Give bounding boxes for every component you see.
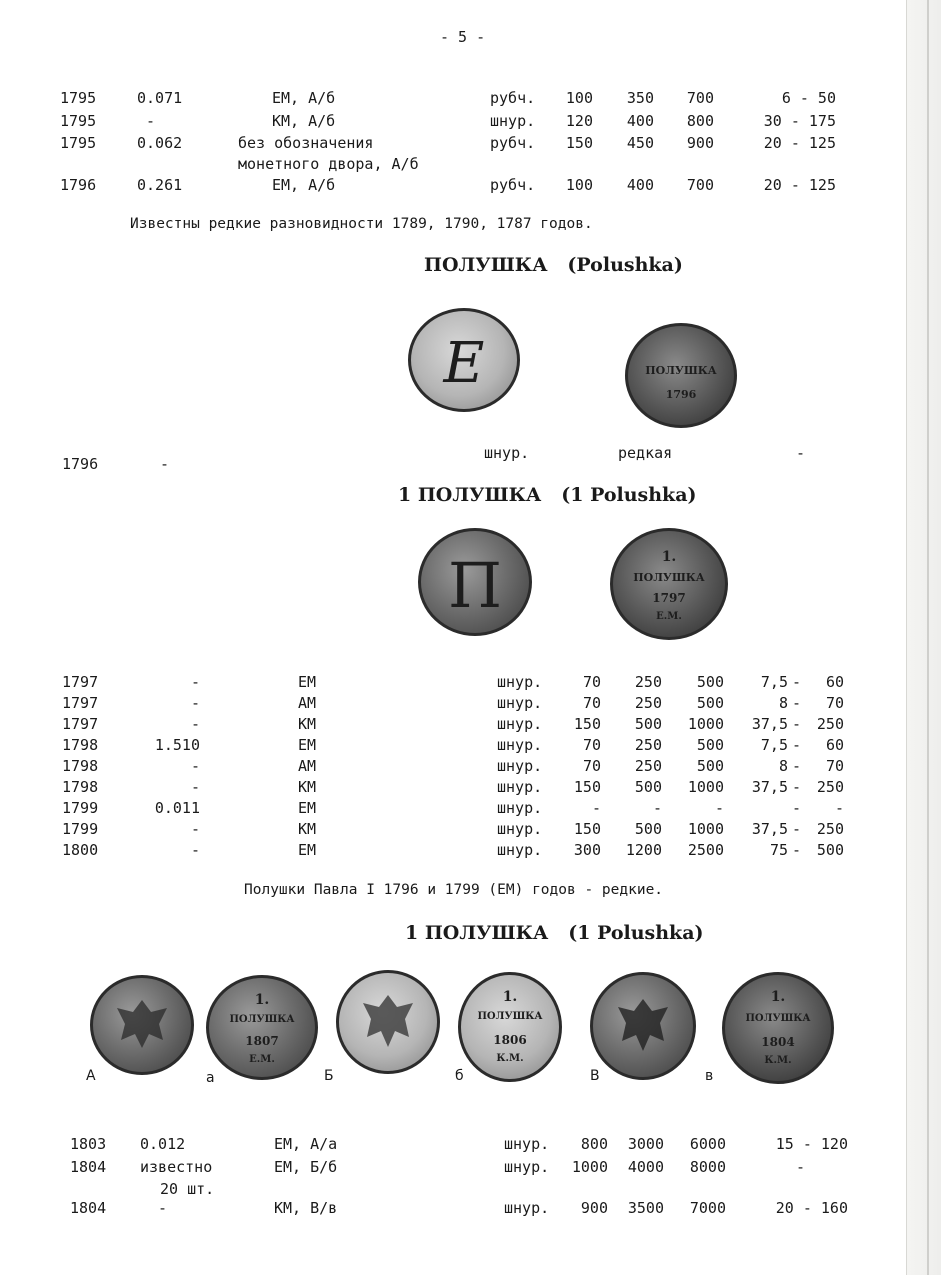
- cell-p2: 250: [634, 757, 662, 775]
- cell-p3: 1000: [687, 778, 724, 796]
- cell-mint: ЕМ: [298, 799, 317, 817]
- cell-year: 1800: [62, 841, 99, 859]
- coin-label-v: в: [705, 1068, 714, 1084]
- coin-obverse-paul-monogram: П: [418, 528, 532, 636]
- cell-year: 1797: [62, 673, 99, 691]
- cell-edge: шнур.: [497, 799, 543, 817]
- range-separator: -: [792, 694, 802, 712]
- cell-mint: ЕМ: [298, 736, 317, 754]
- cell-weight: -: [190, 757, 200, 775]
- cell-edge: шнур.: [497, 778, 543, 796]
- cell-p2: -: [652, 799, 662, 817]
- cell-p1: 70: [582, 736, 601, 754]
- cell-weight: -: [190, 673, 200, 691]
- cell-mint: КМ: [298, 820, 317, 838]
- cell-v2: 250: [816, 715, 844, 733]
- eagle-icon: [93, 978, 191, 1072]
- cell-p3: 1000: [687, 715, 724, 733]
- cell-v2: 70: [825, 694, 844, 712]
- cell-year: 1797: [62, 715, 99, 733]
- section-title-polushka: ПОЛУШКА (Polushka): [424, 254, 683, 276]
- cell-weight: -: [190, 778, 200, 796]
- cell-p2: 250: [634, 736, 662, 754]
- range-separator: -: [792, 736, 802, 754]
- coin-a-reverse: 1. ПОЛУШКА 1807 Е.М.: [206, 975, 318, 1080]
- cell-p3: 500: [696, 694, 724, 712]
- coin-label-b: б: [455, 1068, 464, 1084]
- cell-p1: 70: [582, 673, 601, 691]
- cell-v2: 60: [825, 673, 844, 691]
- cell-weight: -: [190, 820, 200, 838]
- cell-mint: КМ: [298, 778, 317, 796]
- cell-year: 1798: [62, 757, 99, 775]
- cell-v1: 7,5: [760, 736, 788, 754]
- cell-p1: 70: [582, 694, 601, 712]
- coin-reverse-1-polushka: 1. ПОЛУШКА 1797 Е.М.: [610, 528, 728, 640]
- cell-year: 1798: [62, 778, 99, 796]
- cell-year: 1799: [62, 820, 99, 838]
- cell-edge: шнур.: [497, 673, 543, 691]
- cell-p1: 150: [573, 778, 601, 796]
- cell-p1: -: [591, 799, 601, 817]
- cell-v2: 250: [816, 778, 844, 796]
- cell-mint: КМ: [298, 715, 317, 733]
- cell-v1: 37,5: [751, 778, 788, 796]
- coin-label-V: В: [590, 1068, 600, 1084]
- cell-edge: шнур.: [497, 820, 543, 838]
- cell-p2: 250: [634, 694, 662, 712]
- coin-a-obverse-eagle: [90, 975, 194, 1075]
- coin-b-reverse: 1. ПОЛУШКА 1806 К.М.: [458, 972, 562, 1082]
- coin-b-obverse-eagle: [336, 970, 440, 1074]
- range-separator: -: [792, 841, 802, 859]
- coin-label-B: Б: [324, 1068, 334, 1084]
- cell-p1: 70: [582, 757, 601, 775]
- cell-edge: шнур.: [497, 715, 543, 733]
- cell-mint: АМ: [298, 757, 317, 775]
- range-separator: -: [792, 820, 802, 838]
- range-separator: -: [792, 778, 802, 796]
- cell-v1: 7,5: [760, 673, 788, 691]
- cell-p2: 250: [634, 673, 662, 691]
- eagle-icon: [339, 973, 437, 1071]
- coin-label-a: а: [206, 1070, 215, 1086]
- cell-p2: 500: [634, 820, 662, 838]
- cell-year: 1798: [62, 736, 99, 754]
- coin-reverse-polushka: ПОЛУШКА 1796: [625, 323, 737, 428]
- note-varieties: Известны редкие разновидности 1789, 1790, 1787 годов.: [130, 216, 593, 232]
- cell-edge: шнур.: [497, 736, 543, 754]
- cell-p1: 300: [573, 841, 601, 859]
- cell-mint: АМ: [298, 694, 317, 712]
- cell-weight: -: [190, 841, 200, 859]
- cell-v1: 8: [778, 694, 788, 712]
- cell-edge: шнур.: [497, 841, 543, 859]
- range-separator: -: [792, 799, 802, 817]
- page-number: - 5 -: [440, 28, 486, 46]
- section-title-1-polushka: 1 ПОЛУШКА (1 Polushka): [398, 484, 697, 506]
- cell-v2: 250: [816, 820, 844, 838]
- cell-weight: -: [190, 694, 200, 712]
- cell-weight: -: [190, 715, 200, 733]
- cell-p2: 500: [634, 715, 662, 733]
- cell-v2: 60: [825, 736, 844, 754]
- coin-obverse-monogram: E: [408, 308, 520, 412]
- cell-v1: 8: [778, 757, 788, 775]
- cell-v1: 75: [769, 841, 788, 859]
- cell-year: 1797: [62, 694, 99, 712]
- note-paul-rare: Полушки Павла I 1796 и 1799 (ЕМ) годов - редкие.: [244, 882, 664, 898]
- cell-year: 1799: [62, 799, 99, 817]
- cell-p2: 1200: [625, 841, 662, 859]
- cell-edge: шнур.: [497, 757, 543, 775]
- range-separator: -: [792, 757, 802, 775]
- coin-label-A: А: [86, 1068, 96, 1084]
- cell-v2: 500: [816, 841, 844, 859]
- cell-weight: 1.510: [154, 736, 200, 754]
- cell-p3: -: [714, 799, 724, 817]
- cell-v2: 70: [825, 757, 844, 775]
- range-separator: -: [792, 673, 802, 691]
- cell-p3: 500: [696, 736, 724, 754]
- cell-p3: 1000: [687, 820, 724, 838]
- page-edge: [906, 0, 941, 1275]
- cell-weight: 0.011: [154, 799, 200, 817]
- eagle-icon: [593, 975, 693, 1077]
- cell-p3: 500: [696, 673, 724, 691]
- range-separator: -: [792, 715, 802, 733]
- cell-edge: шнур.: [497, 694, 543, 712]
- coin-c-reverse: 1. ПОЛУШКА 1804 К.М.: [722, 972, 834, 1084]
- cell-p2: 500: [634, 778, 662, 796]
- cell-p3: 2500: [687, 841, 724, 859]
- coin-c-obverse-eagle: [590, 972, 696, 1080]
- cell-v2: -: [834, 799, 844, 817]
- cell-p1: 150: [573, 820, 601, 838]
- cell-p3: 500: [696, 757, 724, 775]
- cell-mint: ЕМ: [298, 841, 317, 859]
- cell-p1: 150: [573, 715, 601, 733]
- cell-mint: ЕМ: [298, 673, 317, 691]
- section-title-1-polushka-alexander: 1 ПОЛУШКА (1 Polushka): [405, 922, 704, 944]
- cell-v1: 37,5: [751, 715, 788, 733]
- cell-v1: 37,5: [751, 820, 788, 838]
